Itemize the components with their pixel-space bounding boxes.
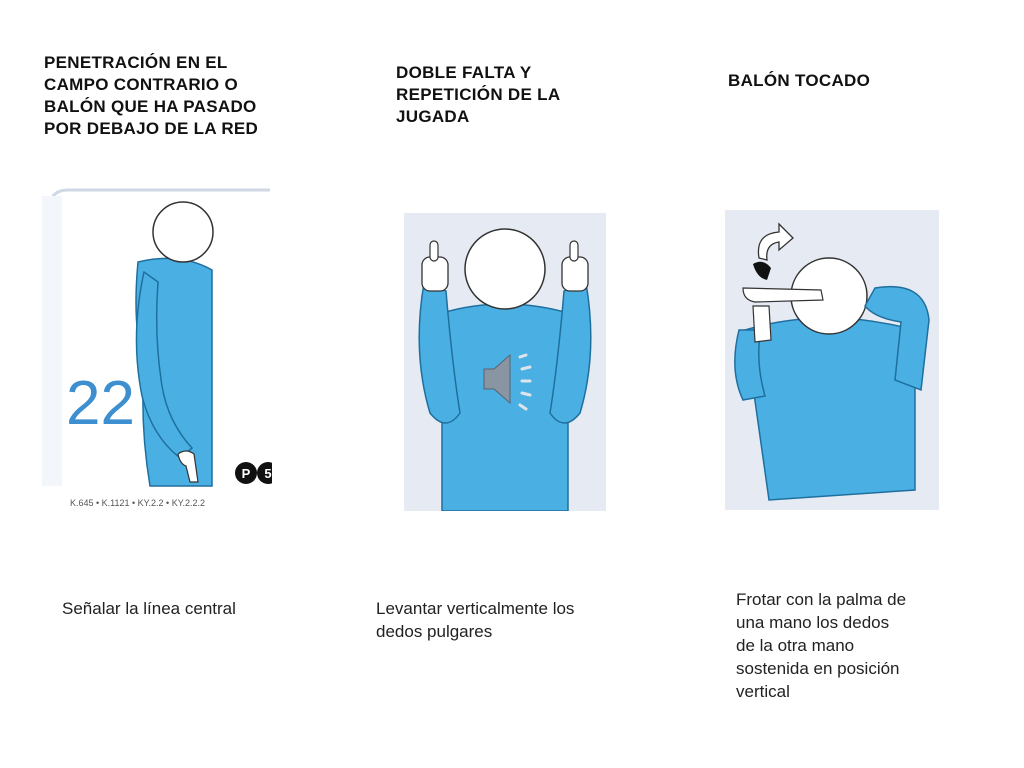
badge-p-label: P xyxy=(241,466,251,481)
illustration-penetracion xyxy=(40,186,272,512)
illustration-doble-falta xyxy=(404,213,606,511)
referee-head xyxy=(465,229,545,309)
figure-number: 22 xyxy=(66,369,135,438)
heading-balon-tocado: BALÓN TOCADO xyxy=(728,71,871,90)
illustration-balon-tocado xyxy=(725,210,939,510)
heading-doble-falta: DOBLE FALTA Y REPETICIÓN DE LA JUGADA xyxy=(396,63,561,126)
right-fist xyxy=(562,257,588,291)
caption-doble-falta: Levantar verticalmente los dedos pulgares xyxy=(376,599,575,641)
left-thumb xyxy=(430,241,438,261)
referee-shirt xyxy=(745,318,915,500)
referee-head xyxy=(153,202,213,262)
heading-penetracion: PENETRACIÓN EN EL CAMPO CONTRARIO O BALÓN QUE HA PASADO POR DEBAJO DE LA RED xyxy=(44,53,259,138)
right-thumb xyxy=(570,241,578,261)
badge-5-label: 5 xyxy=(264,466,272,481)
vertical-hand xyxy=(753,306,771,342)
rubbing-hand xyxy=(743,288,823,302)
referee-shirt xyxy=(442,304,568,511)
left-fist xyxy=(422,257,448,291)
caption-penetracion: Señalar la línea central xyxy=(62,599,236,618)
caption-balon-tocado: Frotar con la palma de una mano los dedos de la otra mano sostenida en posición vertical xyxy=(736,590,907,701)
footer-codes: K.645 • K.1121 • KY.2.2 • KY.2.2.2 xyxy=(70,498,206,508)
